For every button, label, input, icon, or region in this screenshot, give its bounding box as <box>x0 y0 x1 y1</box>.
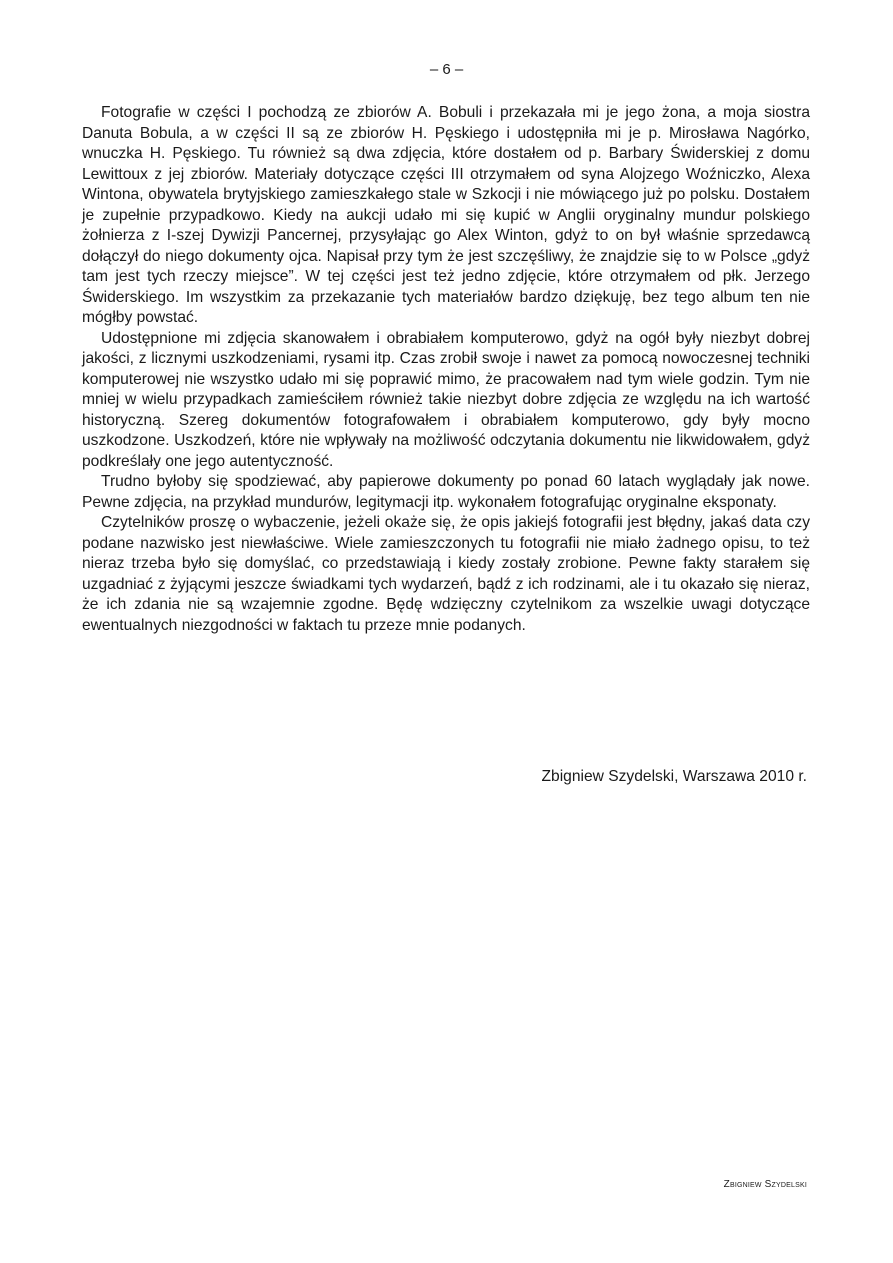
paragraph-apology: Czytelników proszę o wybaczenie, jeżeli okaże się, że opis jakiejś fotografii jest błędny, jakaś data czy podane nazwisko jest niewłaściwe. Wiele zamieszczonych tu fotografii nie miało żadnego opisu, to też nieraz trzeba było się domyślać, co przedstawiają i kiedy zostały zrobione. Pewne fakty starałem się uzgadniać z żyjącymi jeszcze świadkami tych wydarzeń, bądź z ich rodzinami, ale i tu okazało się nieraz, że ich zdania nie są wzajemnie zgodne. Będę wdzięczny czytelnikom za wszelkie uwagi dotyczące ewentualnych niezgodności w faktach tu przeze mnie podanych. <box>82 514 810 634</box>
paragraph-scanning: Udostępnione mi zdjęcia skanowałem i obrabiałem komputerowo, gdyż na ogół były niezbyt dobrej jakości, z licznymi uszkodzeniami, rysami itp. Czas zrobił swoje i nawet za pomocą nowoczesnej techniki komputerowej nie wszystko udało mi się poprawić mimo, że pracowałem nad tym wiele godzin. Tym nie mniej w wielu przypadkach zamieściłem również takie niezbyt dobre zdjęcia ze względu na ich wartość historyczną. Szereg dokumentów fotografowałem i obrabiałem komputerowo, gdy były mocno uszkodzone. Uszkodzeń, które nie wpływały na możliwość odczytania dokumentu nie likwidowałem, gdyż podkreślały one jego autentyczność. <box>82 329 810 470</box>
signature: Zbigniew Szydelski, Warszawa 2010 r. <box>541 768 807 785</box>
page-number: – 6 – <box>429 61 464 78</box>
body-text <box>82 103 810 636</box>
paragraph-documents: Trudno byłoby się spodziewać, aby papierowe dokumenty po ponad 60 latach wyglądały jak nowe. Pewne zdjęcia, na przykład mundurów, legitymacji itp. wykonałem fotografując oryginalne eksponaty. <box>82 473 810 511</box>
paragraph-sources: Fotografie w części I pochodzą ze zbiorów A. Bobuli i przekazała mi je jego żona, a moja siostra Danuta Bobula, a w części II są ze zbiorów H. Pęskiego i udostępniła mi je p. Mirosława Nagórko, wnuczka H. Pęskiego. Tu również są dwa zdjęcia, które dostałem od p. Barbary Świderskiej z domu Lewittoux z jej zbiorów. Materiały dotyczące części III otrzymałem od syna Alojzego Woźniczko, Alexa Wintona, obywatela brytyjskiego zamieszkałego stale w Szkocji i nie mówiącego już po polsku. Dostałem je zupełnie przypadkowo. Kiedy na aukcji udało mi się kupić w Anglii oryginalny mundur polskiego żołnierza z I-szej Dywizji Pancernej, przysyłając go Alex Winton, gdyż to on był właśnie sprzedawcą dołączył do niego dokumenty ojca. Napisał przy tym że jest szczęśliwy, że znajdzie się to w Polsce „gdyż tam jest tych rzeczy miejsce”. W tej części jest też jedno zdjęcie, które otrzymałem od płk. Jerzego Świderskiego. Im wszystkim za przekazanie tych materiałów bardzo dziękuję, bez tego album ten nie mógłby powstać. <box>82 104 810 326</box>
footer-author: Zbigniew Szydelski <box>723 1179 807 1190</box>
